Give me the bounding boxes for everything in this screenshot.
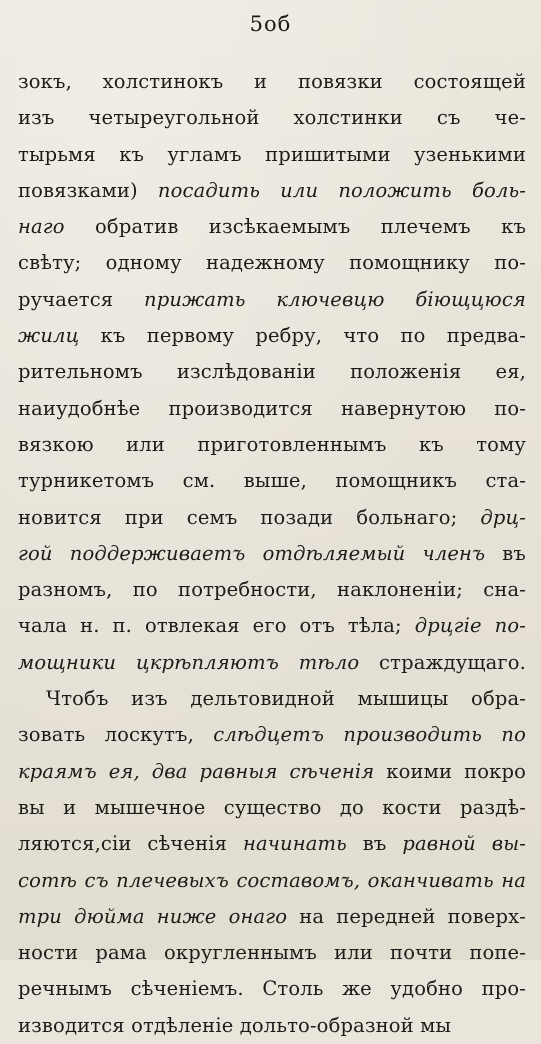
text-line — [18, 645, 526, 681]
text-line — [18, 245, 526, 281]
text-line — [18, 137, 526, 173]
text-segment: ляются,сіи сѣченія — [18, 832, 243, 856]
text-line — [18, 754, 526, 790]
text-line — [18, 826, 526, 862]
italic-text-segment: прижать ключевцю біющцюся — [144, 287, 526, 311]
text-line — [18, 1008, 526, 1044]
text-line — [18, 100, 526, 136]
text-line — [18, 463, 526, 499]
italic-text-segment: посадить или положить боль- — [157, 178, 526, 202]
text-segment: чала н. п. отвлекая его отъ тѣла; — [18, 614, 415, 638]
italic-text-segment: наго — [18, 215, 65, 239]
italic-text-segment: мощники — [18, 650, 136, 674]
text-segment: турникетомъ см. выше, помощникъ ста- — [18, 469, 526, 493]
text-line — [18, 282, 526, 318]
text-segment: изводится отдѣленіе дольто-образной мы — [18, 1013, 452, 1037]
text-segment: изъ четыреугольной холстинки съ че- — [18, 106, 526, 130]
text-segment: рительномъ изслѣдованіи положенія ея, — [18, 360, 526, 384]
text-segment: свѣту; одному надежному помощнику по- — [18, 251, 526, 275]
text-segment: коими покро — [374, 759, 527, 783]
text-line — [18, 536, 526, 572]
text-line — [18, 209, 526, 245]
text-line — [18, 500, 526, 536]
text-segment: повязками) — [18, 178, 158, 202]
text-segment: наиудобнѣе производится навернутою по- — [18, 396, 526, 420]
text-segment: тырьмя къ угламъ пришитыми узенькими — [18, 142, 526, 166]
text-line — [18, 318, 526, 354]
italic-text-segment: дрц- — [480, 505, 526, 529]
text-segment: вязкою или приготовленнымъ къ тому — [18, 432, 526, 456]
text-segment: обратив изсѣкаемымъ плечемъ къ — [64, 215, 526, 239]
text-segment: зовать лоскутъ, — [18, 723, 214, 747]
page-number: 5oб — [249, 12, 292, 36]
text-segment: Чтобъ изъ дельтовидной мышицы обра- — [46, 687, 526, 711]
text-line — [18, 391, 526, 427]
text-line — [18, 64, 526, 100]
text-segment: вы и мышечное существо до кости раздѣ- — [18, 795, 526, 819]
text-line — [18, 790, 526, 826]
text-segment: ручается — [18, 287, 145, 311]
text-segment: ности рама округленнымъ или почти попе- — [18, 941, 526, 965]
text-line — [18, 935, 526, 971]
text-line — [18, 899, 526, 935]
text-line — [18, 354, 526, 390]
text-line — [18, 572, 526, 608]
italic-text-segment: гой поддерживаетъ отдѣляемый членъ — [18, 541, 486, 565]
text-segment: къ первому ребру, что по предва- — [79, 324, 526, 348]
text-segment: въ — [485, 541, 526, 565]
italic-text-segment: жилц — [18, 324, 80, 348]
text-line — [18, 681, 526, 717]
text-segment: страждущаго. — [359, 650, 527, 674]
text-segment: разномъ, по потребности, наклоненіи; сна- — [18, 578, 526, 602]
text-line — [18, 863, 526, 899]
text-line — [18, 427, 526, 463]
text-line — [18, 608, 526, 644]
text-segment: новится при семъ позади больнаго; — [18, 505, 481, 529]
page-text — [18, 64, 526, 1044]
text-segment: зокъ, холстинокъ и повязки состоящей — [18, 70, 526, 93]
italic-text-segment: три дюйма ниже онаго — [18, 904, 288, 928]
italic-text-segment: краямъ ея, два равныя сѣченія — [18, 759, 375, 783]
italic-text-segment: равной вы- — [402, 832, 526, 856]
italic-text-segment: слѣдцетъ производить по — [213, 723, 526, 747]
text-line — [18, 717, 526, 753]
italic-text-segment: начинать — [242, 832, 347, 856]
text-segment: на передней поверх- — [287, 904, 526, 928]
text-segment: въ — [346, 832, 403, 856]
italic-text-segment: дрцгіе по- — [414, 614, 526, 638]
text-line — [18, 971, 526, 1007]
text-line — [18, 173, 526, 209]
italic-text-segment: сотѣ съ плечевыхъ составомъ, оканчивать на — [18, 868, 526, 892]
text-segment: речнымъ сѣченіемъ. Столь же удобно про- — [18, 977, 526, 1001]
italic-text-segment: цкрѣпляютъ тѣло — [135, 650, 360, 674]
